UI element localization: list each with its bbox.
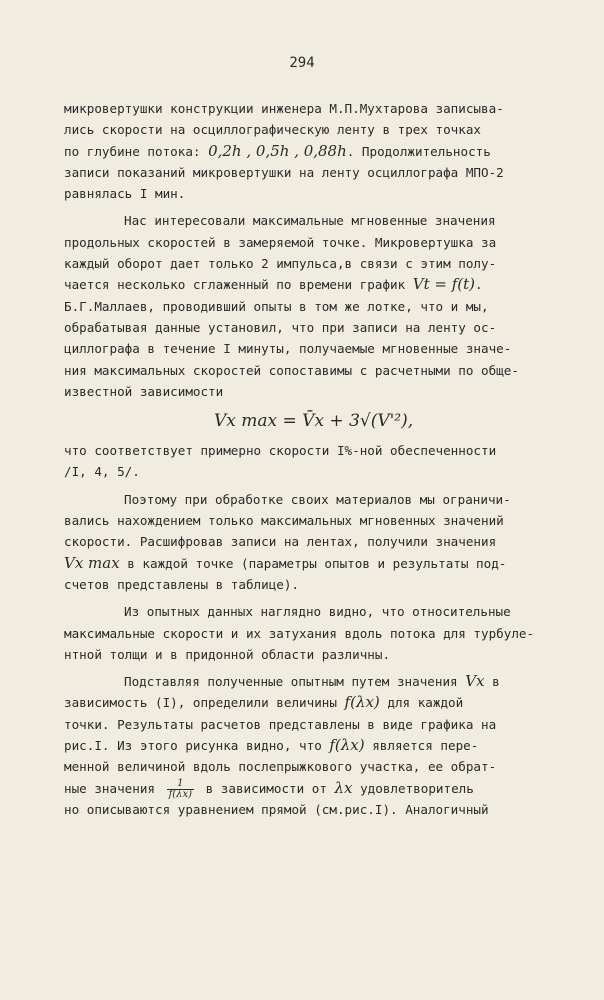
text-line: равнялась I мин. bbox=[64, 186, 186, 202]
inline-formula: Vt = f(t) bbox=[412, 275, 476, 294]
text-line: нтной толщи и в придонной области различны. bbox=[64, 646, 391, 662]
text-fragment: в bbox=[484, 674, 500, 690]
text-line: лись скорости на осциллографическую ленту в трех точках bbox=[64, 122, 482, 138]
text-line bbox=[64, 778, 542, 799]
text-line: продольных скоростей в замеряемой точке. Микровертушка за bbox=[64, 234, 497, 250]
inline-formula: Vx max bbox=[64, 553, 120, 572]
text-line: что соответствует примерно скорости I%-ной обеспеченности bbox=[64, 443, 497, 459]
text-fragment: . Продолжительность bbox=[346, 143, 491, 159]
text-line: скорости. Расшифровав записи на лентах, получили значения bbox=[64, 534, 497, 550]
text-line: Б.Г.Маллаев, проводивший опыты в том же лотке, что и мы, bbox=[64, 298, 489, 314]
text-fragment: чается несколько сглаженный по времени график bbox=[64, 277, 413, 293]
text-fragment: Подставляя полученные опытным путем значения bbox=[124, 674, 466, 690]
text-line: менной величиной вдоль послепрыжкового участка, ее обрат- bbox=[64, 759, 497, 775]
inline-fraction bbox=[167, 779, 194, 800]
page-number: 294 bbox=[289, 55, 315, 71]
display-formula: Vx max = V̄x + 3√(V'²), bbox=[214, 411, 414, 432]
paragraph-start: Поэтому при обработке своих материалов мы ограничи- bbox=[124, 491, 511, 507]
inline-formula: f(λx) bbox=[329, 736, 365, 755]
text-line: записи показаний микровертушки на ленту осциллографа МПО-2 bbox=[64, 164, 504, 180]
text-line: циллографа в течение I минуты, получаемые мгновенные значе- bbox=[64, 341, 512, 357]
text-line: вались нахождением только максимальных мгновенных значений bbox=[64, 513, 504, 529]
inline-formula: Vx bbox=[465, 672, 485, 691]
paragraph-start: Нас интересовали максимальные мгновенные значения bbox=[124, 213, 496, 229]
inline-formula: f(λx) bbox=[344, 693, 380, 712]
inline-formula: λx bbox=[334, 778, 353, 797]
text-fragment: является пере- bbox=[364, 738, 479, 754]
paragraph-start: Из опытных данных наглядно видно, что относительные bbox=[124, 604, 511, 620]
text-line bbox=[64, 735, 542, 756]
text-line: максимальные скорости и их затухания вдоль потока для турбуле- bbox=[64, 625, 535, 641]
text-fragment: в зависимости от bbox=[198, 780, 335, 796]
body-text bbox=[64, 98, 542, 820]
text-fragment: рис.I. Из этого рисунка видно, что bbox=[64, 738, 330, 754]
text-fragment: для каждой bbox=[379, 695, 464, 711]
fraction-denominator: f(λx) bbox=[168, 788, 193, 800]
text-fragment: . bbox=[475, 277, 483, 293]
text-line: ния максимальных скоростей сопоставимы с расчетными по обще- bbox=[64, 362, 519, 378]
text-line: но описываются уравнением прямой (см.рис.I). Аналогичный bbox=[64, 801, 489, 817]
text-line bbox=[64, 274, 542, 295]
paragraph-start bbox=[64, 671, 542, 692]
text-fragment: в каждой точке (параметры опытов и результаты под- bbox=[119, 555, 507, 571]
text-line: точки. Результаты расчетов представлены в виде графика на bbox=[64, 716, 497, 732]
text-line: микровертушки конструкции инженера М.П.Мухтарова записыва- bbox=[64, 101, 504, 116]
text-fragment: по глубине потока: bbox=[64, 143, 209, 159]
fraction-numerator: 1 bbox=[177, 777, 184, 789]
text-fragment: ные значения bbox=[64, 780, 163, 796]
text-line: счетов представлены в таблице). bbox=[64, 576, 300, 592]
text-line: каждый оборот дает только 2 импульса,в связи с этим полу- bbox=[64, 256, 497, 272]
text-fragment: удовлетворитель bbox=[352, 780, 474, 796]
text-fragment: зависимость (I), определили величины bbox=[64, 695, 345, 711]
text-line bbox=[64, 692, 542, 713]
text-line: обрабатывая данные установил, что при записи на ленту ос- bbox=[64, 319, 497, 335]
text-line bbox=[64, 553, 542, 574]
text-line bbox=[64, 141, 542, 162]
text-line: известной зависимости bbox=[64, 383, 224, 399]
text-line: /I, 4, 5/. bbox=[64, 464, 140, 480]
depth-values: 0,2h , 0,5h , 0,88h bbox=[208, 141, 347, 160]
